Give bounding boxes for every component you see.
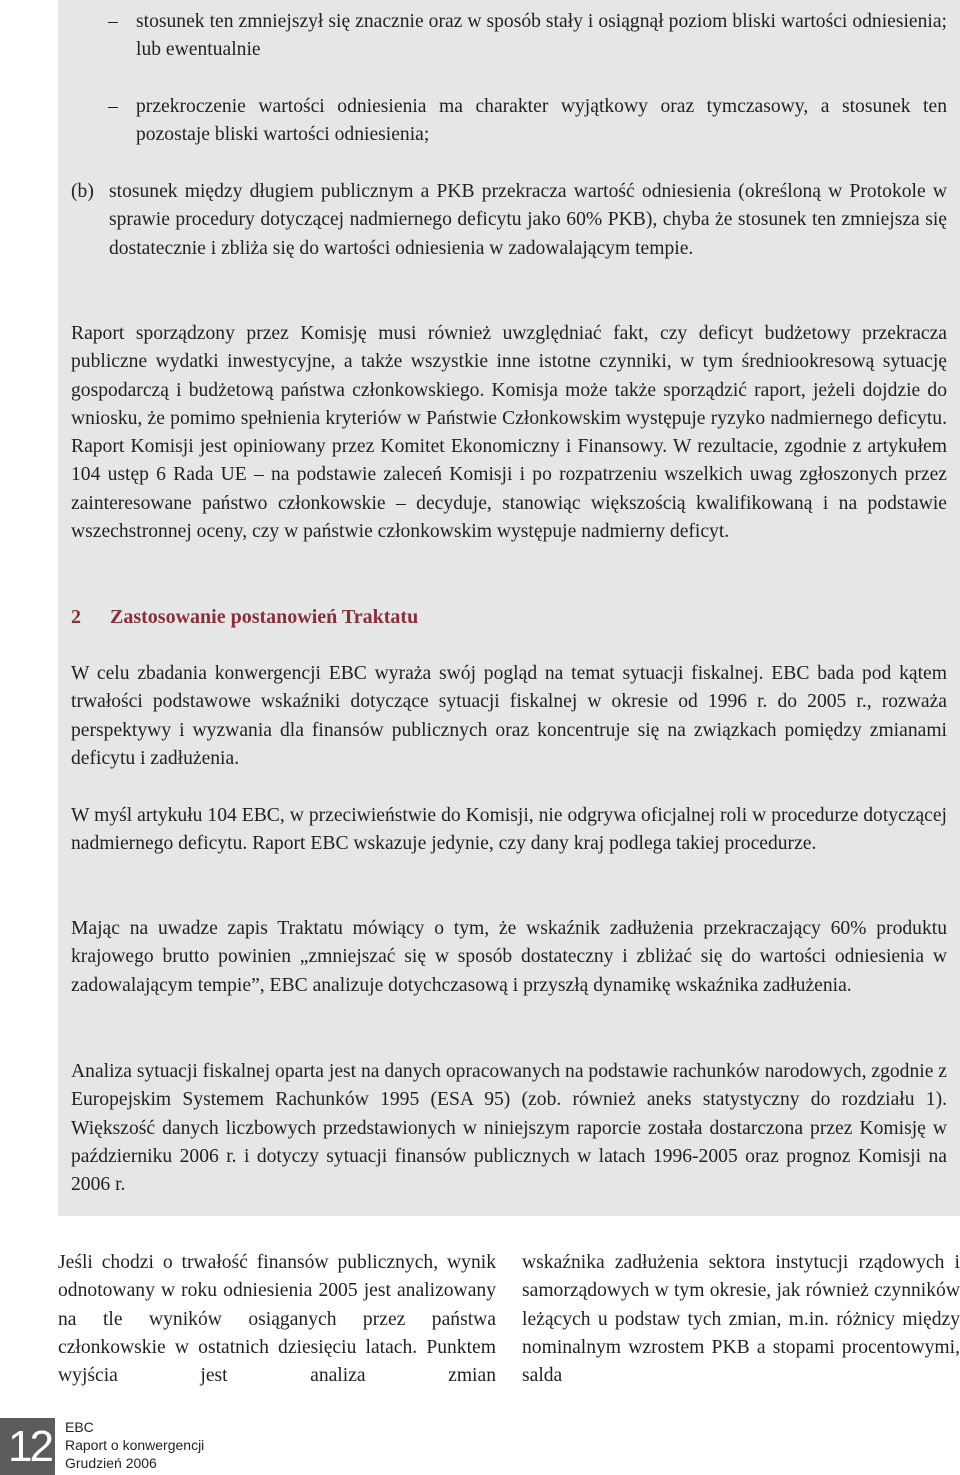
footer-publication-info: [65, 1418, 204, 1472]
paragraph-fiscal-analysis: Analiza sytuacji fiskalnej oparta jest na danych opracowanych na podstawie rachunków narodowych, zgodnie z Europejskim Systemem Rachunków 1995 (ESA 95) (zob. również aneks statystyczny do rozdziału 1). Większość danych liczbowych przedstawionych w niniejszym raporcie została dostarczona przez Komisję w październiku 2006 r. i dotyczy sytuacji finansów publicznych w latach 1996-2005 oraz prognoz Komisji na 2006 r.: [71, 1061, 947, 1196]
dash-item-text: stosunek ten zmniejszył się znacznie oraz w sposób stały i osiągnął poziom bliski wartości odniesienia; lub ewentualnie: [136, 11, 947, 61]
paragraph-convergence: W celu zbadania konwergencji EBC wyraża swój pogląd na temat sytuacji fiskalnej. EBC bada pod kątem trwałości podstawowe wskaźniki dotyczące sytuacji fiskalnej w okresie od 1996 r. do 2005 r., rozważa perspektywy i wyzwania dla finansów publicznych oraz koncentruje się na związkach pomiędzy zmianami deficytu i zadłużenia.: [71, 663, 947, 769]
column-right-text: wskaźnika zadłużenia sektora instytucji rządowych i samorządowych w tym okresie, jak również czynników leżących u podstaw tych zmian, m.in. różnicy między nominalnym wzrostem PKB a stopami procentowymi, salda: [522, 1252, 960, 1387]
list-marker-b: (b): [71, 181, 94, 202]
dash-mark: –: [108, 11, 118, 32]
footer-date: Grudzień 2006: [65, 1455, 157, 1471]
paragraph-article-104: W myśl artykułu 104 EBC, w przeciwieństwie do Komisji, nie odgrywa oficjalnej roli w procedurze dotyczącej nadmiernego deficytu. Raport EBC wskazuje jedynie, czy dany kraj podlega takiej procedurze.: [71, 805, 947, 855]
page-number: 12: [0, 1418, 55, 1475]
footer-report-title: Raport o konwergencji: [65, 1437, 205, 1453]
dash-item-1: [108, 8, 947, 65]
section-heading: [71, 603, 418, 631]
list-item-b: [71, 178, 947, 263]
list-item-b-text: stosunek między długiem publicznym a PKB przekracza wartość odniesienia (określoną w Protokole w sprawie procedury dotyczącej nadmiernego deficytu jako 60% PKB), chyba że stosunek ten zmniejsza się dostatecznie i zbliża się do wartości odniesienia w zadowalającym tempie.: [109, 181, 947, 259]
footer-publisher: EBC: [65, 1419, 94, 1435]
paragraph-commission-report: Raport sporządzony przez Komisję musi również uwzględniać fakt, czy deficyt budżetowy przekracza publiczne wydatki inwestycyjne, a także wszystkie inne istotne czynniki, w tym średniookresową sytuację gospodarczą i budżetową państwa członkowskiego. Komisja może także sporządzić raport, jeżeli dojdzie do wniosku, że pomimo spełnienia kryteriów w Państwie Członkowskim występuje ryzyko nadmiernego deficytu. Raport Komisji jest opiniowany przez Komitet Ekonomiczny i Finansowy. W rezultacie, zgodnie z artykułem 104 ustęp 6 Rada UE – na podstawie zaleceń Komisji i po rozpatrzeniu wszelkich uwag zgłoszonych przez zainteresowane państwo członkowskie – decyduje, stanowiąc większością kwalifikowaną i na podstawie wszechstronnej oceny, czy w państwie członkowskim występuje nadmierny deficyt.: [71, 323, 947, 543]
section-number: 2: [71, 606, 81, 628]
dash-item-2: [108, 93, 947, 150]
dash-mark: –: [108, 96, 118, 117]
section-title: Zastosowanie postanowień Traktatu: [110, 606, 419, 628]
dash-item-text: przekroczenie wartości odniesienia ma charakter wyjątkowy oraz tymczasowy, a stosunek ten pozostaje bliski wartości odniesienia;: [136, 96, 947, 146]
column-left-text: Jeśli chodzi o trwałość finansów publicznych, wynik odnotowany w roku odniesienia 2005 jest analizowany na tle wyników osiąganych przez państwa członkowskie w ostatnich dziesięciu latach. Punktem wyjścia jest analiza zmian: [58, 1252, 496, 1387]
paragraph-debt-ratio: Mając na uwadze zapis Traktatu mówiący o tym, że wskaźnik zadłużenia przekraczający 60% produktu krajowego brutto powinien „zmniejszać się w sposób dostateczny i zbliżać się do wartości odniesienia w zadowalającym tempie”, EBC analizuje dotychczasową i przyszłą dynamikę wskaźnika zadłużenia.: [71, 918, 947, 996]
